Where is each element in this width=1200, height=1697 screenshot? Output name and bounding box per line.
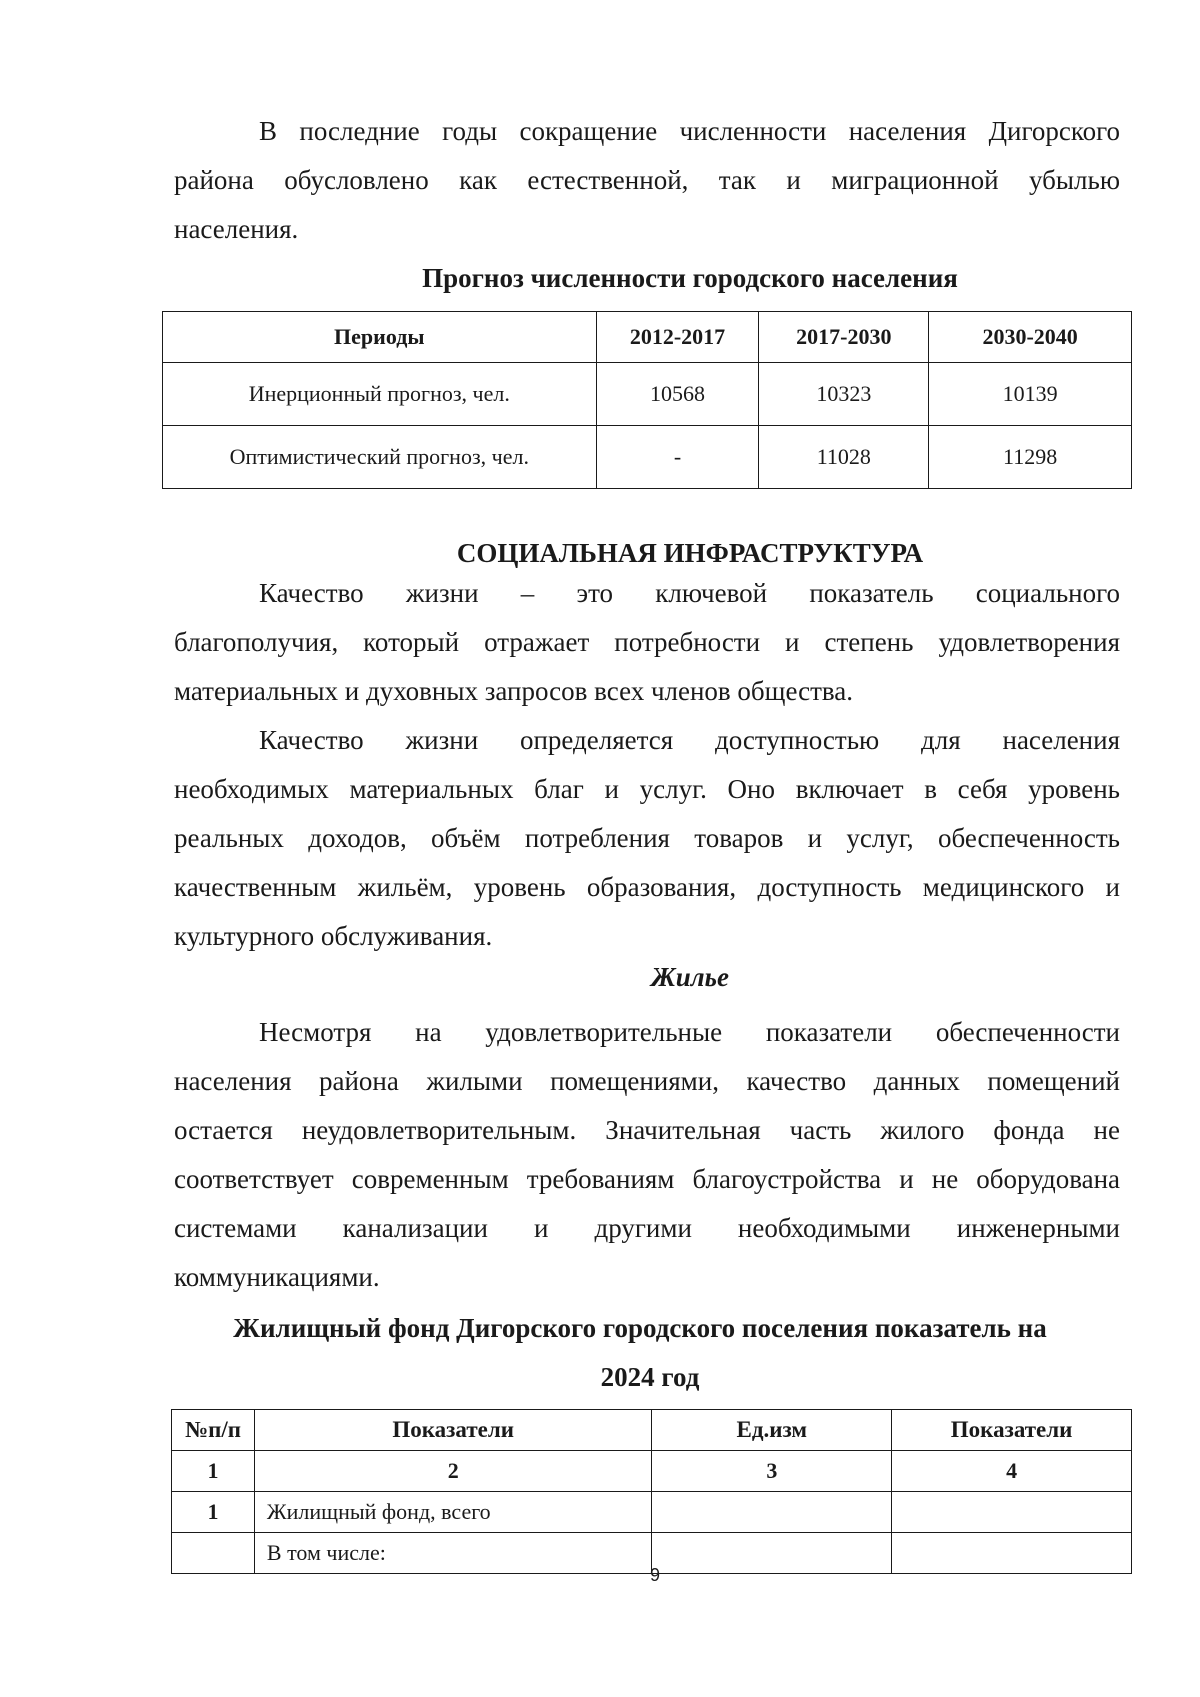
housing-p1-line-3: остается неудовлетворительным. Значительная часть жилого фонда не bbox=[174, 1115, 1120, 1145]
housing-cell bbox=[892, 1492, 1132, 1533]
housing-p1-line-5: системами канализации и другими необходимыми инженерными bbox=[174, 1213, 1120, 1243]
housing-col-number: 3 bbox=[652, 1451, 892, 1492]
housing-header-unit: Ед.изм bbox=[652, 1410, 892, 1451]
housing-p1-line-2: населения района жилыми помещениями, качество данных помещений bbox=[174, 1066, 1120, 1096]
housing-header-number: №п/п bbox=[172, 1410, 255, 1451]
housing-table-title-line-2: 2024 год bbox=[600, 1362, 700, 1392]
housing-table bbox=[171, 1409, 1132, 1574]
forecast-table bbox=[162, 311, 1132, 489]
housing-heading: Жилье bbox=[651, 962, 729, 992]
housing-row-label: Жилищный фонд, всего bbox=[254, 1492, 652, 1533]
social-paragraph-2 bbox=[174, 716, 1120, 961]
housing-paragraph bbox=[174, 1008, 1120, 1302]
forecast-cell: 10139 bbox=[929, 363, 1132, 426]
forecast-cell: 10323 bbox=[759, 363, 929, 426]
social-p2-line-4: качественным жильём, уровень образования, доступность медицинского и bbox=[174, 872, 1120, 902]
housing-cell bbox=[652, 1492, 892, 1533]
intro-line-2: района обусловлено как естественной, так и миграционной убылью bbox=[174, 165, 1120, 195]
housing-col-number: 1 bbox=[172, 1451, 255, 1492]
housing-p1-line-6: коммуникациями. bbox=[174, 1262, 380, 1292]
housing-row-number: 1 bbox=[172, 1492, 255, 1533]
forecast-header-periods: Периоды bbox=[163, 312, 597, 363]
social-p2-line-3: реальных доходов, объём потребления товаров и услуг, обеспеченность bbox=[174, 823, 1120, 853]
social-p1-line-1: Качество жизни – это ключевой показатель социального bbox=[259, 578, 1120, 608]
forecast-header-2017-2030: 2017-2030 bbox=[759, 312, 929, 363]
forecast-cell: 11298 bbox=[929, 426, 1132, 489]
housing-p1-line-1: Несмотря на удовлетворительные показатели обеспеченности bbox=[259, 1017, 1120, 1047]
social-p2-line-5: культурного обслуживания. bbox=[174, 921, 493, 951]
forecast-row-label: Оптимистический прогноз, чел. bbox=[163, 426, 597, 489]
forecast-cell: 10568 bbox=[596, 363, 759, 426]
housing-table-title-line-1: Жилищный фонд Дигорского городского поселения показатель на bbox=[233, 1313, 1047, 1343]
forecast-table-title: Прогноз численности городского населения bbox=[422, 263, 958, 293]
intro-line-3: населения. bbox=[174, 214, 299, 244]
table-row bbox=[163, 363, 1132, 426]
forecast-header-2030-2040: 2030-2040 bbox=[929, 312, 1132, 363]
housing-row-label: В том числе: bbox=[254, 1533, 652, 1574]
housing-header-indicators: Показатели bbox=[254, 1410, 652, 1451]
table-row bbox=[172, 1492, 1132, 1533]
forecast-header-row bbox=[163, 312, 1132, 363]
intro-line-1: В последние годы сокращение численности населения Дигорского bbox=[259, 116, 1120, 146]
housing-header-values: Показатели bbox=[892, 1410, 1132, 1451]
social-paragraph-1 bbox=[174, 569, 1120, 716]
forecast-cell: - bbox=[596, 426, 759, 489]
housing-col-number: 2 bbox=[254, 1451, 652, 1492]
page-number: 9 bbox=[649, 1565, 660, 1585]
social-p2-line-1: Качество жизни определяется доступностью для населения bbox=[259, 725, 1120, 755]
forecast-cell: 11028 bbox=[759, 426, 929, 489]
social-p1-line-2: благополучия, который отражает потребности и степень удовлетворения bbox=[174, 627, 1120, 657]
social-p2-line-2: необходимых материальных благ и услуг. Оно включает в себя уровень bbox=[174, 774, 1120, 804]
housing-numbering-row bbox=[172, 1451, 1132, 1492]
intro-paragraph bbox=[174, 107, 1120, 254]
table-row bbox=[163, 426, 1132, 489]
housing-p1-line-4: соответствует современным требованиям благоустройства и не оборудована bbox=[174, 1164, 1120, 1194]
social-p1-line-3: материальных и духовных запросов всех членов общества. bbox=[174, 676, 854, 706]
housing-header-row bbox=[172, 1410, 1132, 1451]
forecast-row-label: Инерционный прогноз, чел. bbox=[163, 363, 597, 426]
forecast-header-2012-2017: 2012-2017 bbox=[596, 312, 759, 363]
social-heading: СОЦИАЛЬНАЯ ИНФРАСТРУКТУРА bbox=[456, 538, 924, 568]
housing-col-number: 4 bbox=[892, 1451, 1132, 1492]
